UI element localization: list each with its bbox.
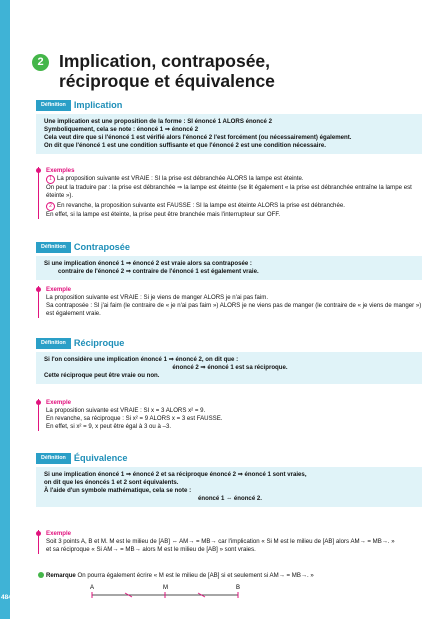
example-bullet	[36, 531, 41, 536]
remark: Remarque On pourra également écrire « M est le milieu de [AB] si et seulement si AM→ = MB→. »	[38, 572, 418, 580]
example-contraposee: Exemple La proposition suivante est VRAIE : Si je viens de manger ALORS je n'ai pas faim. Sa contraposée : SI j'ai faim (le contraire de « je n'ai pas faim ») ALORS je ne viens pas de manger (le contraire de « je viens de manger ») est également vraie.	[38, 286, 426, 318]
example-implication: Exemples 1 La proposition suivante est VRAIE : SI la prise est débranchée ALORS la lampe est éteinte. On peut la traduire par : la prise est débranchée ⇒ la lampe est éteinte (se lit également « la prise est débranchée entraîne la lampe est éteinte »). 2 En revanche, la proposition suivante est FAUSSE : SI la lampe est éteinte ALORS la prise est débranchée. En effet, si la lampe est éteinte, la prise peut être branchée mais l'interrupteur sur OFF.	[38, 167, 426, 219]
number-1-icon: 1	[46, 175, 55, 184]
point-m-label: M	[163, 585, 168, 591]
definition-box: Si une implication énoncé 1 ⇒ énoncé 2 est vraie alors sa contraposée : contraire de l'énoncé 2 ⇒ contraire de l'énoncé 1 est également vraie.	[36, 256, 422, 280]
page-title: Implication, contraposée, réciproque et équivalence	[59, 51, 275, 91]
definition-label: Définition	[36, 242, 71, 253]
definition-label: Définition	[36, 453, 71, 464]
remark-bullet-icon	[38, 572, 44, 578]
definition-heading: Contraposée	[73, 242, 131, 252]
definition-heading: Réciproque	[73, 338, 125, 348]
number-2-icon: 2	[46, 202, 55, 211]
page-side-band	[0, 0, 10, 619]
example-equivalence: Exemple Soit 3 points A, B et M. M est le milieu de [AB] ⇔ AM→ = MB→ car l'implication « Si M est le milieu de [AB] alors AM→ = MB→. » et sa réciproque « Si AM→ = MB→ alors M est le milieu de [AB] » sont vraies.	[38, 530, 426, 554]
page-number: 484	[1, 594, 12, 601]
example-bullet	[36, 168, 41, 173]
definition-equivalence	[36, 452, 422, 507]
example-reciproque: Exemple La proposition suivante est VRAIE : SI x = 3 ALORS x² = 9. En revanche, sa réciproque : Si x² = 9 ALORS x = 3 est FAUSSE. En effet, si x² = 9, x peut être égal à 3 ou à –3.	[38, 399, 426, 431]
definition-box: Une implication est une proposition de la forme : SI énoncé 1 ALORS énoncé 2 Symboliquement, cela se note : énoncé 1 ⇒ énoncé 2 Cela veut dire que si l'énoncé 1 est vérifié alors l'énoncé 2 l'est forcément (ou nécessairement) également. On dit que l'énoncé 1 est une condition suffisante et que l'énoncé 2 est une condition nécessaire.	[36, 114, 422, 154]
point-b-label: B	[236, 585, 241, 591]
definition-heading: Équivalence	[73, 453, 128, 463]
example-bullet	[36, 287, 41, 292]
definition-reciproque	[36, 337, 422, 384]
definition-label: Définition	[36, 100, 71, 111]
definition-implication	[36, 99, 422, 154]
definition-heading: Implication	[73, 100, 123, 110]
definition-box: Si l'on considère une implication énoncé 1 ⇒ énoncé 2, on dit que : énoncé 2 ⇒ énoncé 1 est sa réciproque. Cette réciproque peut être vraie ou non.	[36, 352, 422, 384]
section-number-badge: 2	[32, 54, 49, 71]
definition-label: Définition	[36, 338, 71, 349]
definition-contraposee	[36, 241, 422, 280]
definition-box: Si une implication énoncé 1 ⇒ énoncé 2 et sa réciproque énoncé 2 ⇒ énoncé 1 sont vraies, on dit que les énoncés 1 et 2 sont équivalents. À l'aide d'un symbole mathématique, cela se note : énoncé 1 ⇔ énoncé 2.	[36, 467, 422, 507]
example-bullet	[36, 400, 41, 405]
segment-figure	[80, 580, 250, 602]
point-a-label: A	[90, 585, 95, 591]
